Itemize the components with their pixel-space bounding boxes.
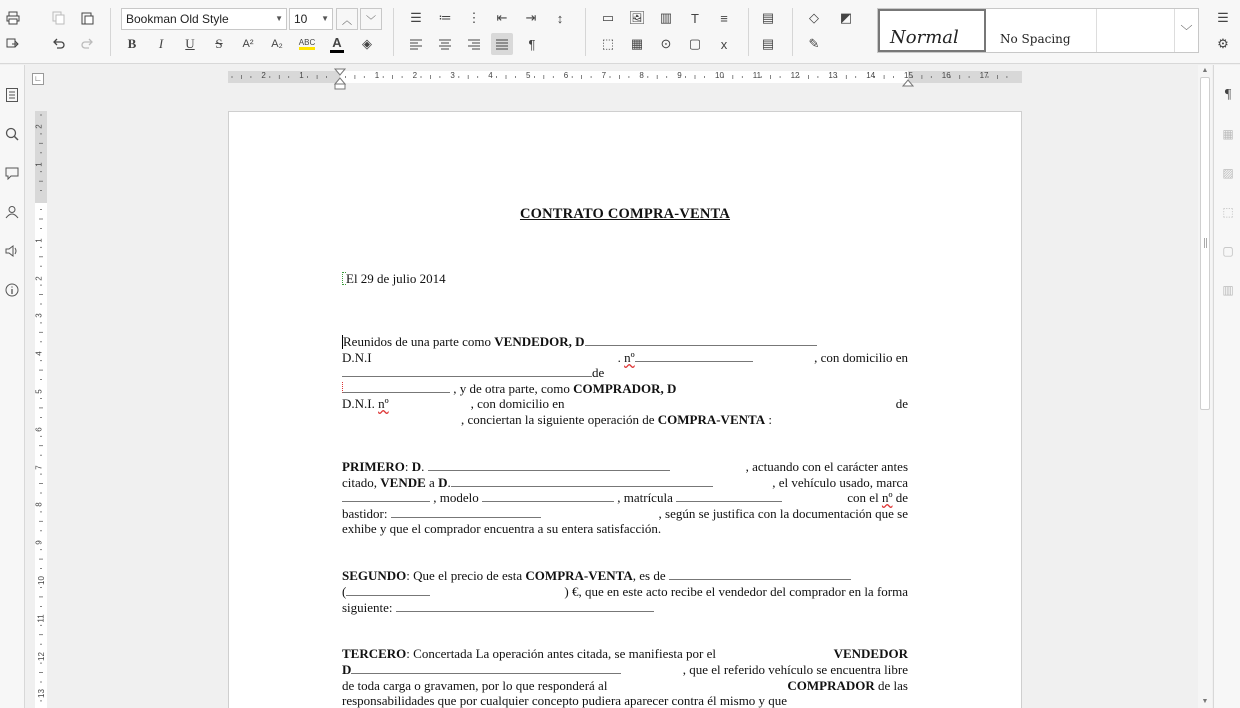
text-art-icon[interactable]: ≡ (720, 10, 728, 26)
text-run: siguiente: (342, 600, 396, 615)
style-no-spacing[interactable] (987, 9, 1097, 52)
styles-more-button[interactable] (1174, 9, 1198, 52)
header-footer-icon[interactable]: ⬚ (1222, 205, 1234, 219)
style-normal[interactable] (878, 9, 986, 52)
shape-settings-icon[interactable]: ▢ (1222, 244, 1234, 258)
text-run: : (765, 412, 772, 427)
text-run: de las (874, 678, 908, 693)
font-name-combo[interactable] (121, 8, 287, 30)
eraser-icon[interactable]: ◇ (809, 10, 819, 25)
document-page[interactable] (228, 111, 1022, 708)
indent-marker-icon[interactable] (334, 68, 346, 90)
ruler-number: 3 (34, 313, 44, 319)
style-no-spacing-label: No Spacing (1000, 32, 1071, 46)
horizontal-ruler[interactable] (228, 71, 1022, 83)
ruler-number: 3 (450, 71, 455, 80)
scroll-thumb[interactable] (1200, 77, 1210, 410)
numbered-list-icon[interactable]: ≔ (438, 10, 452, 25)
fill-blank (635, 351, 753, 362)
clause-label: TERCERO (342, 646, 407, 661)
paragraph-marks-icon[interactable]: ¶ (528, 36, 536, 52)
ruler-number: 5 (34, 389, 44, 394)
font-color-button[interactable] (326, 33, 348, 55)
speaker-icon[interactable] (3, 242, 21, 260)
paragraph-settings-icon[interactable]: ¶ (1224, 87, 1232, 102)
comments-icon[interactable] (3, 164, 21, 182)
text-run: VENDEDOR, D (494, 334, 585, 349)
text-box-icon[interactable]: T (691, 10, 699, 26)
strikethrough-button[interactable]: S (215, 36, 223, 51)
ruler-number: 4 (34, 351, 44, 356)
tercero-line-3 (342, 678, 908, 694)
text-run: bastidor: (342, 506, 391, 521)
text-run: nº (881, 490, 893, 505)
ruler-number: 14 (866, 71, 876, 80)
separator (792, 8, 793, 56)
text-run: Reunidos de una parte como (343, 334, 495, 349)
font-size-value: 10 (294, 12, 308, 26)
fill-blank (391, 507, 541, 518)
undo-icon[interactable] (48, 33, 70, 55)
ruler-number: 1 (34, 238, 44, 243)
ruler-number: 13 (36, 689, 46, 699)
clause-label: SEGUNDO (342, 568, 407, 583)
align-right-icon[interactable] (463, 33, 485, 55)
parties-line-2 (342, 350, 908, 366)
table-settings-icon[interactable]: ▦ (1222, 127, 1234, 141)
subscript-button[interactable]: A₂ (271, 38, 283, 50)
separator (585, 8, 586, 56)
separator (110, 8, 111, 56)
text-run: , modelo (430, 490, 482, 505)
document-workspace (26, 65, 1196, 708)
user-icon[interactable] (3, 203, 21, 221)
fill-blank (451, 476, 713, 487)
fill-blank (351, 663, 621, 674)
scroll-up-icon[interactable]: ▲ (1201, 67, 1209, 74)
text-run: , según se justifica con la documentación que se (658, 506, 908, 521)
text-run: . (617, 350, 625, 365)
text-run: a (425, 475, 439, 490)
text-run: , el vehículo usado, marca (772, 475, 908, 490)
clone-formatting-icon[interactable] (2, 33, 24, 55)
chevron-down-icon: ﹀ (1180, 24, 1193, 38)
text-run: . (447, 475, 451, 490)
text-run: , con domicilio en (470, 396, 565, 411)
text-run: , actuando con el carácter antes (745, 459, 908, 474)
grip-icon (1204, 238, 1207, 248)
ruler-number: 6 (34, 427, 44, 432)
superscript-button[interactable]: A² (242, 38, 254, 50)
text-run: ( (342, 584, 347, 599)
parties-line-5 (342, 396, 908, 412)
ruler-number: 9 (677, 71, 682, 80)
ruler-number: 2 (412, 71, 418, 80)
date-line (342, 271, 908, 287)
fill-icon[interactable]: ◩ (839, 10, 853, 25)
ruler-number: 11 (752, 71, 762, 80)
fill-blank (428, 460, 670, 471)
line-spacing-icon[interactable]: ↕ (556, 10, 564, 26)
ruler-number: 9 (34, 540, 44, 545)
text-run: VENDEDOR (833, 646, 908, 661)
fill-blank (396, 601, 654, 612)
ruler-number: 7 (601, 71, 607, 80)
underline-button[interactable]: U (185, 36, 195, 51)
text-run: de (895, 396, 908, 411)
text-run: : Que el precio de esta (406, 568, 526, 583)
highlight-icon: ABC (298, 38, 316, 47)
fill-blank (342, 491, 430, 502)
search-icon[interactable] (3, 125, 21, 143)
increase-font-button[interactable] (336, 8, 358, 30)
ruler-number: 16 (941, 71, 951, 80)
tercero-line-4: responsabilidades que por cualquier concepto pudiera aparecer contra él mismo y que (342, 693, 788, 708)
insert-image-icon[interactable]: 🖼 (628, 10, 646, 25)
font-color-icon: A (332, 35, 342, 50)
text-run: , que el referido vehículo se encuentra libre (682, 662, 908, 677)
ruler-number: 13 (828, 71, 838, 80)
ruler-number: 2 (34, 275, 44, 281)
segundo-line-3 (342, 600, 908, 616)
text-run: , es de (632, 568, 669, 583)
text-run: : Concertada La operación antes citada, se manifiesta por el (406, 646, 716, 661)
bullet-list-icon[interactable]: ☰ (410, 10, 422, 25)
text-run: VENDE (380, 475, 426, 490)
gear-icon[interactable]: ⚙ (1217, 36, 1229, 51)
decrease-font-button[interactable] (360, 8, 382, 30)
vertical-ruler[interactable] (35, 111, 47, 708)
parties-line-1 (342, 334, 908, 350)
ruler-number: 6 (563, 71, 569, 80)
navigation-icon[interactable] (3, 86, 21, 104)
ruler-number: 1 (34, 162, 44, 167)
ruler-number: 12 (790, 71, 800, 80)
copy-style-icon[interactable]: ▤ (761, 10, 775, 25)
fill-blank (342, 382, 450, 393)
align-left-icon[interactable] (405, 33, 427, 55)
right-sidebar (1213, 65, 1240, 708)
ruler-number: 11 (36, 614, 46, 623)
text-run: : (404, 459, 412, 474)
chevron-down-icon: ▼ (321, 14, 329, 23)
chevron-down-icon: ﹀ (366, 15, 376, 27)
ruler-number: 4 (488, 71, 493, 80)
date-text: El 29 de julio 2014 (346, 271, 446, 286)
margins-icon[interactable]: ⬚ (601, 36, 615, 51)
primero-line-3 (342, 490, 908, 506)
tab-stop-selector[interactable]: ∟ (32, 73, 44, 85)
text-run: . (421, 459, 428, 474)
text-run: COMPRA-VENTA (657, 412, 766, 427)
copy-icon[interactable] (48, 7, 70, 29)
style-normal-label: Normal (890, 27, 959, 48)
ruler-number: 2 (261, 71, 266, 80)
ruler-number: 12 (36, 651, 46, 661)
clause-label: PRIMERO (342, 459, 405, 474)
text-run: , matrícula (614, 490, 677, 505)
text-run: , y de otra parte, como (450, 381, 574, 396)
view-settings-icon[interactable]: ☰ (1217, 10, 1229, 25)
tercero-line-1 (342, 646, 908, 662)
parties-line-3 (342, 365, 908, 381)
image-settings-icon[interactable]: ▨ (1222, 166, 1234, 180)
document-title: CONTRATO COMPRA-VENTA (519, 206, 731, 222)
font-color-swatch (330, 50, 344, 53)
fill-blank (669, 569, 851, 580)
redo-icon[interactable] (76, 33, 98, 55)
segundo-line-2 (342, 584, 908, 600)
multilevel-list-icon[interactable]: ⋮ (467, 10, 481, 25)
primero-line-4 (342, 506, 908, 522)
fill-blank (482, 491, 614, 502)
text-run: D (438, 475, 448, 490)
text-run: , conciertan la siguiente operación de (461, 412, 658, 427)
primero-line-1 (342, 459, 908, 475)
page-thumbnails-icon[interactable]: ▤ (761, 36, 775, 51)
ruler-number: 10 (36, 576, 46, 585)
toolbar (0, 0, 1240, 64)
primero-line-5: exhibe y que el comprador encuentra a su entera satisfacción. (342, 521, 662, 536)
ruler-number: 7 (34, 464, 44, 470)
tercero-line-2 (342, 662, 908, 678)
paste-icon[interactable] (76, 7, 98, 29)
info-icon[interactable] (3, 281, 21, 299)
fill-blank (342, 366, 592, 377)
ruler-number: 8 (34, 502, 44, 508)
styles-gallery (877, 8, 1199, 53)
text-run: COMPRADOR (787, 678, 875, 693)
parties-line-6 (342, 412, 908, 428)
text-run: con el (847, 490, 882, 505)
justify-icon[interactable] (491, 33, 513, 55)
print-icon[interactable] (2, 7, 24, 29)
format-painter-icon[interactable]: ✎ (808, 36, 820, 51)
text-run: nº (378, 396, 389, 411)
chevron-down-icon: ▼ (275, 14, 283, 23)
vertical-scrollbar[interactable] (1198, 65, 1212, 708)
fill-blank (585, 335, 817, 346)
scroll-down-icon[interactable]: ▼ (1201, 698, 1209, 705)
separator (393, 8, 394, 56)
left-sidebar (0, 65, 25, 708)
separator (748, 8, 749, 56)
primero-line-2 (342, 475, 908, 491)
text-run: , con domicilio en (814, 350, 908, 365)
ruler-number: 17 (979, 71, 989, 80)
shape-icon[interactable]: ▢ (688, 36, 702, 51)
text-run: citado, (342, 475, 381, 490)
text-run: D (342, 662, 352, 677)
ruler-number: 1 (374, 71, 380, 80)
clear-style-icon[interactable]: ◈ (362, 36, 372, 51)
right-indent-marker-icon[interactable] (902, 75, 914, 87)
text-run: ) €, que en este acto recibe el vendedor del comprador en la forma (564, 584, 908, 599)
ruler-number: 5 (526, 71, 531, 80)
insert-table-icon[interactable]: ▦ (630, 36, 644, 51)
ruler-number: 8 (639, 71, 644, 80)
text-run: COMPRA-VENTA (525, 568, 633, 583)
chart-settings-icon[interactable]: ▥ (1222, 283, 1234, 297)
page-break-icon[interactable]: ▭ (601, 10, 615, 25)
text-run: nº (624, 350, 635, 365)
font-name-value: Bookman Old Style (126, 12, 229, 26)
equation-icon[interactable]: x (720, 36, 728, 52)
chevron-up-icon: ︿ (342, 15, 352, 27)
fill-blank (676, 491, 782, 502)
ruler-number: 15 (904, 71, 913, 80)
font-size-combo[interactable] (289, 8, 333, 30)
decrease-indent-icon[interactable]: ⇤ (496, 10, 508, 25)
text-run: D.N.I. (342, 396, 379, 411)
ruler-number: 1 (299, 71, 304, 80)
text-run: de (592, 365, 605, 380)
ruler-number: 10 (715, 71, 724, 80)
ruler-number: 2 (34, 124, 44, 130)
hyperlink-icon[interactable]: ⊙ (660, 36, 672, 51)
bold-button[interactable]: B (127, 36, 137, 51)
insert-chart-icon[interactable]: ▥ (659, 10, 673, 25)
align-center-icon[interactable] (434, 33, 456, 55)
text-run: de toda carga o gravamen, por lo que responderá al (342, 678, 608, 693)
parties-line-4 (342, 381, 908, 397)
text-run: D.N.I (342, 350, 372, 365)
text-run: de (892, 490, 908, 505)
highlight-swatch (299, 47, 315, 50)
fill-blank (346, 585, 430, 596)
text-run: COMPRADOR, D (573, 381, 677, 396)
highlight-color-button[interactable] (296, 33, 318, 55)
italic-button[interactable]: I (158, 36, 164, 51)
text-run: D (411, 459, 422, 474)
segundo-line-1 (342, 568, 908, 584)
increase-indent-icon[interactable]: ⇥ (525, 10, 537, 25)
